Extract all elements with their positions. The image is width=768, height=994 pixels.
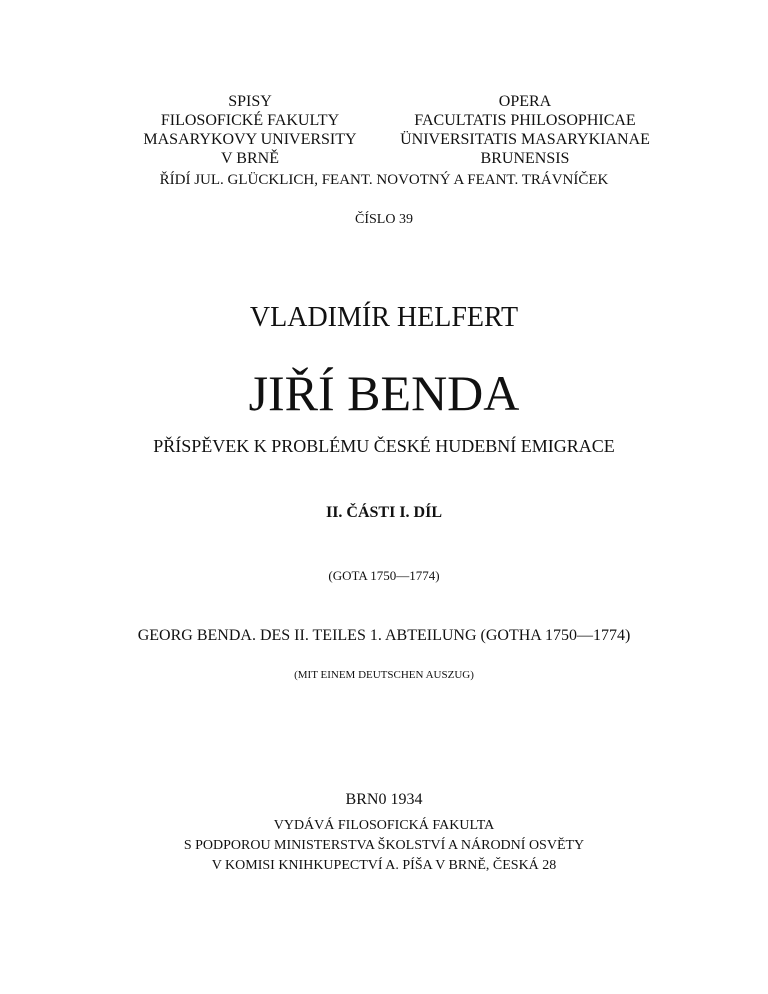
imprint-place-year: BRN0 1934 [345, 791, 423, 808]
imprint-line: VYDÁVÁ FILOSOFICKÁ FAKULTA [273, 818, 495, 833]
series-line: MASARYKOVY UNIVERSITY [143, 131, 357, 148]
book-title: JIŘÍ BENDA [248, 365, 520, 421]
series-line: FILOSOFICKÉ FAKULTY [160, 112, 340, 129]
german-note: (MIT EINEM DEUTSCHEN AUSZUG) [294, 669, 474, 681]
series-line: OPERA [498, 93, 552, 110]
german-title: GEORG BENDA. DES II. TEILES 1. ABTEILUNG (GOTHA 1750—1774) [137, 627, 631, 644]
series-number: ČÍSLO 39 [355, 212, 413, 227]
part-label: II. ČÁSTI I. DÍL [325, 504, 443, 521]
series-header-latin [345, 92, 705, 168]
book-subtitle: PŘÍSPĚVEK K PROBLÉMU ČESKÉ HUDEBNÍ EMIGRACE [153, 436, 615, 456]
period: (GOTA 1750—1774) [328, 568, 440, 583]
series-line: V BRNĚ [221, 150, 279, 167]
series-line: ÜNIVERSITATIS MASARYKIANAE [400, 131, 650, 148]
series-line: BRUNENSIS [480, 150, 570, 167]
imprint-line: S PODPOROU MINISTERSTVA ŠKOLSTVÍ A NÁRODNÍ OSVĚTY [183, 838, 585, 853]
imprint-line: V KOMISI KNIHKUPECTVÍ A. PÍŠA V BRNĚ, ČESKÁ 28 [211, 858, 557, 873]
series-editors: ŘÍDÍ JUL. GLÜCKLICH, FEANT. NOVOTNÝ A FEANT. TRÁVNÍČEK [159, 172, 609, 188]
series-line: FACULTATIS PHILOSOPHICAE [414, 112, 636, 129]
author-name: VLADIMÍR HELFERT [249, 302, 519, 333]
series-line: SPISY [228, 93, 272, 110]
